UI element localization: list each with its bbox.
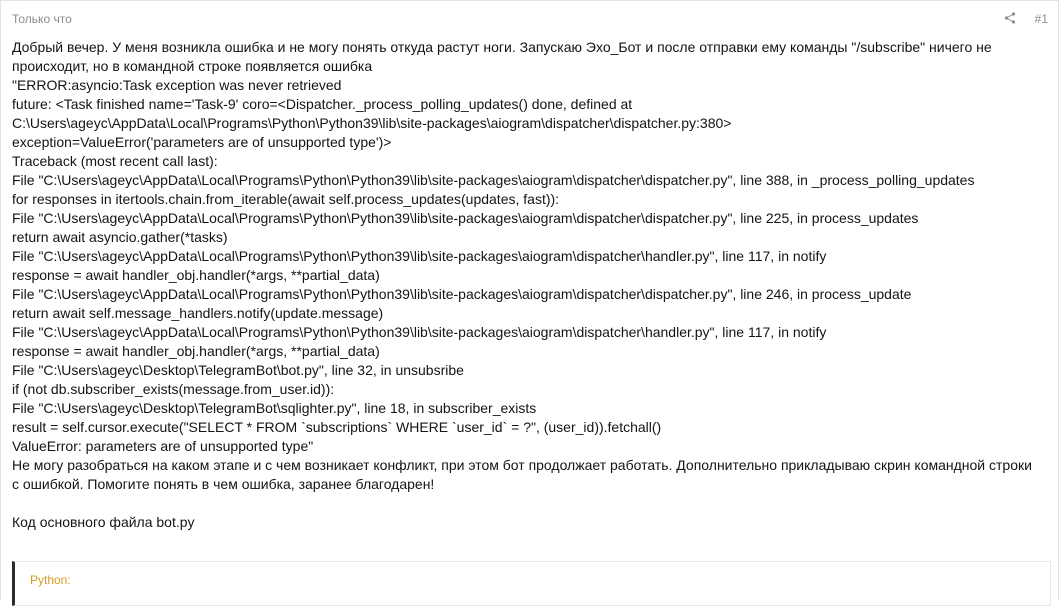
post-body-line: exception=ValueError('parameters are of unsupported type')> <box>12 134 392 150</box>
post-body-line: File "C:\Users\ageyc\AppData\Local\Programs\Python\Python39\lib\site-packages\aiogram\dispatcher\handler.py", line 117, in notify <box>12 248 827 264</box>
post-body-line: Добрый вечер. У меня возникла ошибка и не могу понять откуда растут ноги. Запускаю Эхо_Бот и после отправки ему команды "/subscribe" ничего не происходит, но в командной строке появляется ошибка <box>12 39 992 74</box>
post-body-line <box>12 494 1042 513</box>
code-block <box>12 561 1051 606</box>
post-body-line: ValueError: parameters are of unsupported type" <box>12 438 314 454</box>
post-body-line: result = self.cursor.execute("SELECT * FROM `subscriptions` WHERE `user_id` = ?", (user_id)).fetchall() <box>12 419 662 435</box>
share-icon[interactable] <box>1004 12 1016 24</box>
post-body-line: File "C:\Users\ageyc\AppData\Local\Programs\Python\Python39\lib\site-packages\aiogram\dispatcher\handler.py", line 117, in notify <box>12 324 827 340</box>
post-body-line: File "C:\Users\ageyc\AppData\Local\Programs\Python\Python39\lib\site-packages\aiogram\dispatcher\dispatcher.py", line 225, in process_updates <box>12 210 919 226</box>
post-body-line: Код основного файла bot.py <box>12 514 195 530</box>
post-body-line: return await asyncio.gather(*tasks) <box>12 229 228 245</box>
code-language-label: Python: <box>30 573 71 587</box>
post-header <box>12 12 1048 28</box>
post-number-link[interactable]: #1 <box>1034 12 1048 26</box>
post-body-line: File "C:\Users\ageyc\Desktop\TelegramBot\sqlighter.py", line 18, in subscriber_exists <box>12 400 537 416</box>
post-body-line: File "C:\Users\ageyc\Desktop\TelegramBot\bot.py", line 32, in unsubsribe <box>12 362 464 378</box>
post-body-line: File "C:\Users\ageyc\AppData\Local\Programs\Python\Python39\lib\site-packages\aiogram\dispatcher\dispatcher.py", line 246, in process_update <box>12 286 912 302</box>
post-body-line: future: <Task finished name='Task-9' coro=<Dispatcher._process_polling_updates() done, defined at <box>12 96 633 112</box>
post-body-line: File "C:\Users\ageyc\AppData\Local\Programs\Python\Python39\lib\site-packages\aiogram\dispatcher\dispatcher.py", line 388, in _process_polling_updates <box>12 172 975 188</box>
post-body-line: Traceback (most recent call last): <box>12 153 218 169</box>
post-timestamp[interactable]: Только что <box>12 12 72 26</box>
post-body-line: "ERROR:asyncio:Task exception was never retrieved <box>12 77 342 93</box>
post-body-line: C:\Users\ageyc\AppData\Local\Programs\Python\Python39\lib\site-packages\aiogram\dispatcher\dispatcher.py:380> <box>12 115 732 131</box>
post-body-line: response = await handler_obj.handler(*args, **partial_data) <box>12 343 380 359</box>
post-body-line: for responses in itertools.chain.from_iterable(await self.process_updates(updates, fast)): <box>12 191 560 207</box>
post-body-line: Не могу разобраться на каком этапе и с чем возникает конфликт, при этом бот продолжает работать. Дополнительно прикладываю скрин командной строки с ошибкой. Помогите понять в чем ошибка, заранее благодарен! <box>12 457 1032 492</box>
post-body <box>12 38 1042 532</box>
post-body-line: response = await handler_obj.handler(*args, **partial_data) <box>12 267 380 283</box>
post-body-line: if (not db.subscriber_exists(message.from_user.id)): <box>12 381 335 397</box>
post-body-line: return await self.message_handlers.notify(update.message) <box>12 305 384 321</box>
